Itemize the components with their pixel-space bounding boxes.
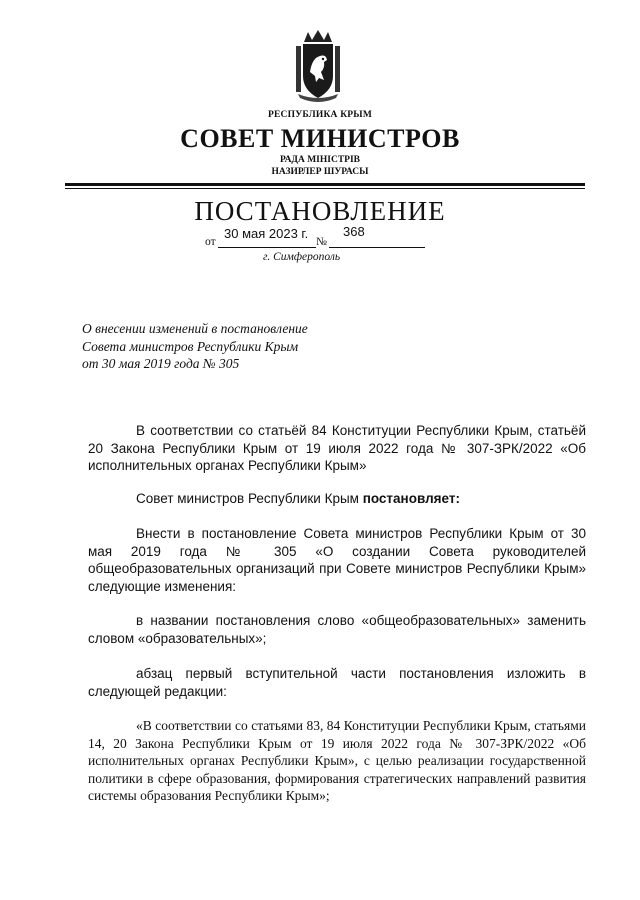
subject-line: О внесении изменений в постановление (82, 321, 308, 336)
resolution-text: Совет министров Республики Крым (136, 491, 363, 506)
decree-date: 30 мая 2023 г. (224, 226, 309, 241)
header-divider-thin (65, 188, 585, 189)
republic-name: РЕСПУБЛИКА КРЫМ (268, 110, 372, 120)
crimea-coat-of-arms-icon (290, 28, 346, 104)
header-divider-thick (65, 183, 585, 186)
decree-city: г. Симферополь (263, 251, 341, 263)
decree-title: ПОСТАНОВЛЕНИЕ (194, 196, 446, 226)
amendment-item-preamble: абзац первый вступительной части постановления изложить в следующей редакции: (88, 666, 586, 699)
resolution-paragraph (88, 490, 586, 508)
resolution-verb: постановляет: (362, 491, 460, 506)
decree-number: 368 (343, 224, 365, 239)
subject-line: от 30 мая 2019 года № 305 (82, 356, 240, 371)
number-prefix: № (316, 236, 327, 248)
council-name-crimean-tatar: НАЗИРЛЕР ШУРАСЫ (271, 167, 369, 177)
amendment-item-title: в названии постановления слово «общеобразовательных» заменить словом «образовательных»; (88, 613, 586, 646)
subject-line: Совета министров Республики Крым (82, 338, 299, 354)
number-underline (329, 247, 425, 248)
date-prefix: от (205, 236, 216, 248)
amendment-intro-paragraph: Внести в постановление Совета министров Республики Крым от 30 мая 2019 года № 305 «О создании Совета руководителей общеобразовательных организаций при Совете министров Республики Крым» следующие изменения: (88, 526, 586, 594)
preamble-paragraph: В соответствии со статьёй 84 Конституции Республики Крым, статьёй 20 Закона Республики Крым от 19 июля 2022 года № 307-ЗРК/2022 «Об исполнительных органах Республики Крым» (88, 423, 586, 473)
council-name-ukrainian: РАДА МІНІСТРІВ (279, 155, 360, 165)
decree-date-number-line (205, 226, 425, 250)
decree-subject (82, 320, 382, 373)
amended-preamble-text: «В соответствии со статьями 83, 84 Конституции Республики Крым, статьями 14, 20 Закона Республики Крым от 19 июля 2022 года № 307-ЗРК/2022 «Об исполнительных органах Республики Крым», с целью реализации государственной политики в сфере образования, формирования стратегических направлений развития системы образования Республики Крым»; (88, 718, 586, 803)
date-underline (218, 247, 316, 248)
council-name: СОВЕТ МИНИСТРОВ (180, 124, 460, 153)
